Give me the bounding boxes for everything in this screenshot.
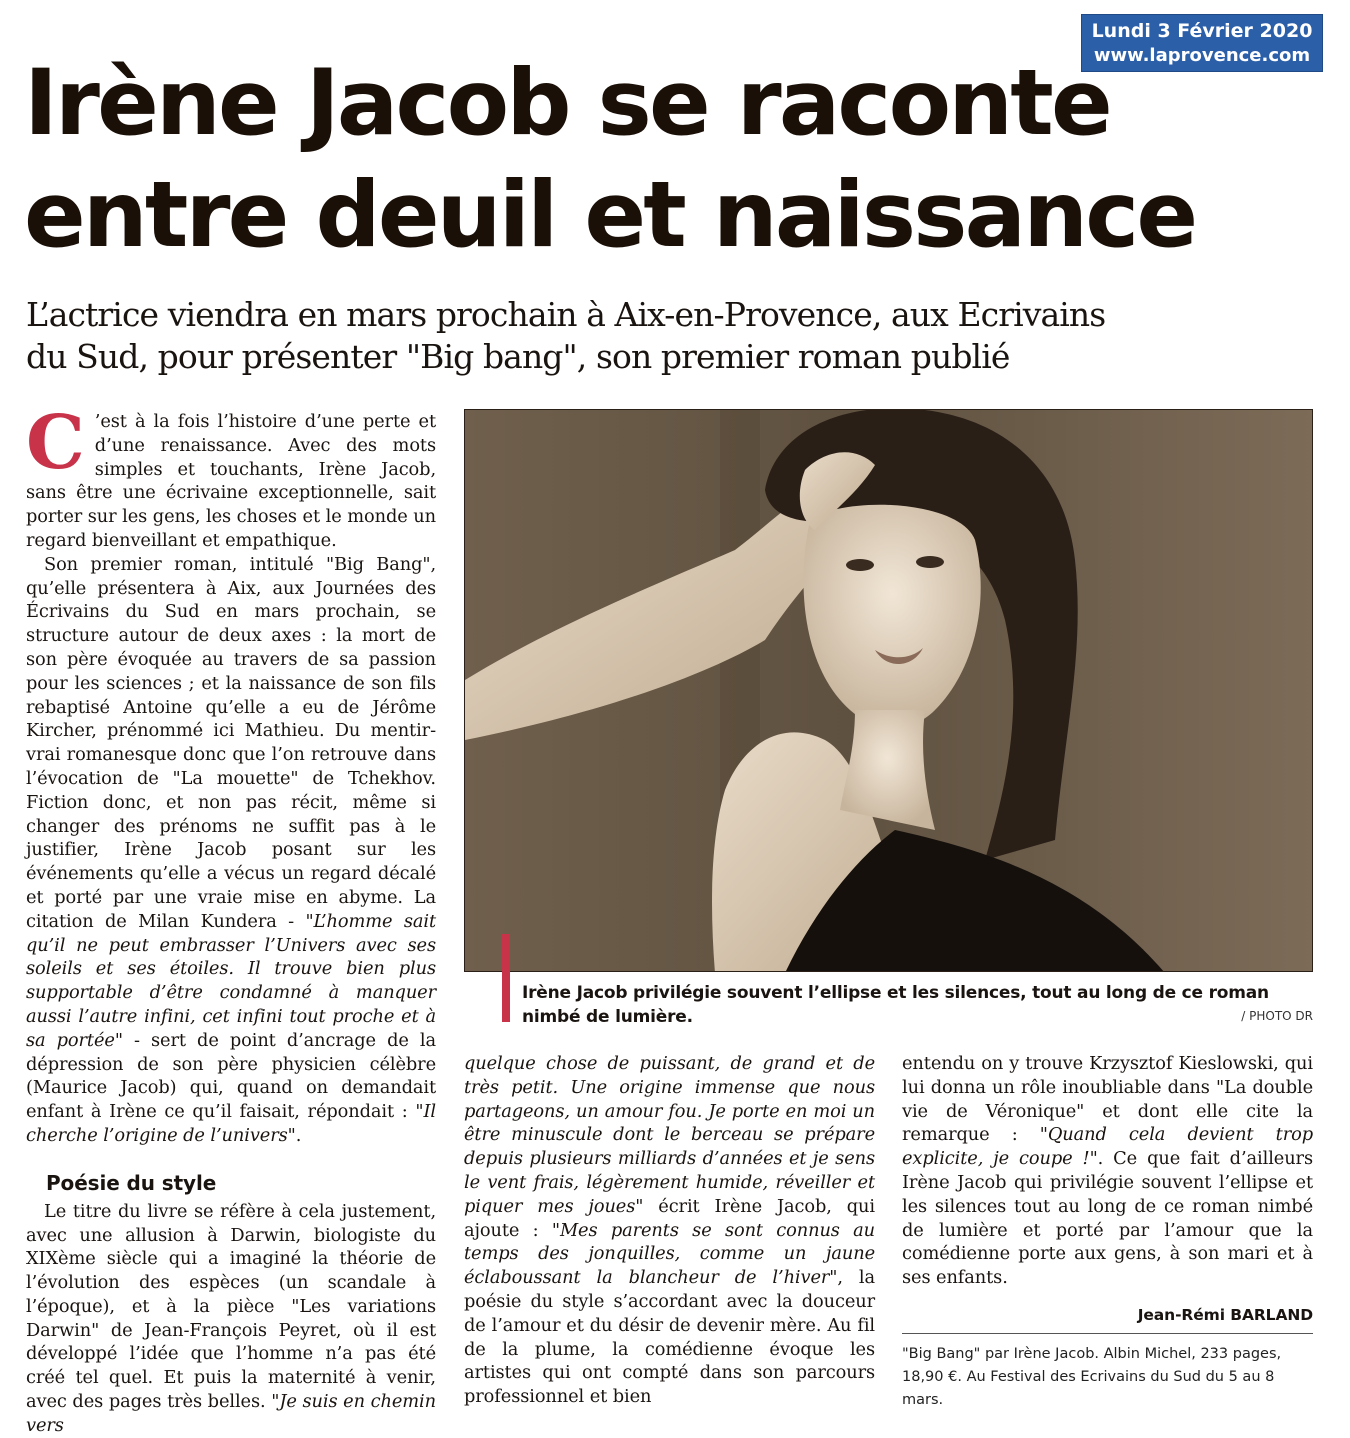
- kieslowski-quote: Quand cela devient trop explicite, je coupe !: [902, 1124, 1313, 1170]
- kundera-quote: L’homme sait qu’il ne peut embrasser l’Univers avec ses soleils et ses étoiles. Il trouve bien plus supportable d’être condamné à manquer aussi l’autre infini, cet infini tout proche et à sa portée: [26, 910, 436, 1051]
- book-note: "Big Bang" par Irène Jacob. Albin Michel, 233 pages, 18,90 €. Au Festival des Ecrivains du Sud du 5 au 8 mars.: [902, 1346, 1282, 1408]
- author-signature: Jean-Rémi BARLAND: [1137, 1305, 1313, 1324]
- article-paragraph-3: Le titre du livre se réfère à cela justement, avec une allusion à Darwin, biologiste du XIXème siècle qui a imaginé la théorie de l’évolution des espèces (un scandale à l’époque), et à la pièce "Les variations Darwin" de Jean-François Peyret, où il est développé l’idée que l’homme n’a pas été créé tel quel. Et puis la maternité à venir, avec des pages très belles. "Je suis en chemin vers: [26, 1200, 436, 1436]
- section-heading: Poésie du style: [46, 1170, 217, 1195]
- headline-line-1: Irène Jacob se raconte: [24, 51, 1110, 156]
- subheadline: [26, 294, 1326, 378]
- article-paragraph-2: Son premier roman, intitulé "Big Bang", qu’elle présentera à Aix, aux Journées des Écrivains du Sud en mars prochain, se structure autour de deux axes : la mort de son père évoquée au travers de sa passion pour les sciences ; et la naissance de son fils rebaptisé Antoine qu’elle a eu de Jérôme Kircher, prénommé ici Mathieu. Du mentir-vrai romanesque donc que l’on retrouve dans l’évocation de "La mouette" de Tchekhov. Fiction donc, et non pas récit, même si changer des prénoms ne suffit pas à le justifier, Irène Jacob posant sur les événements qu’elle a vécus un regard décalé et porté par une vraie mise en abyme. La citation de Milan Kundera - "L’homme sait qu’il ne peut embrasser l’Univers avec ses soleils et ses étoiles. Il trouve bien plus supportable d’être condamné à manquer aussi l’autre infini, cet infini tout proche et à sa portée" - sert de point d’ancrage de la dépression de son père physicien célèbre (Maurice Jacob) qui, quand on demandait enfant à Irène ce qu’il faisait, répondait : "Il cherche l’origine de l’univers".: [26, 553, 436, 1146]
- photo-credit: / PHOTO DR: [1241, 1009, 1313, 1023]
- book-quote-2: Mes parents se sont connus au temps des jonquilles, comme un jaune éclaboussant la blancheur de l’hiver: [464, 1219, 875, 1289]
- article-column-1: [26, 400, 436, 1438]
- photo-caption: Irène Jacob privilégie souvent l’ellipse et les silences, tout au long de ce roman nimbé de lumière.: [522, 983, 1269, 1027]
- headline: [24, 48, 1324, 272]
- book-quote-1-continued: quelque chose de puissant, de grand et de très petit. Une origine immense que nous partageons, un amour fou. Je porte en moi un être minuscule dont le berceau se prépare depuis plusieurs milliards d’années et je sens le vent frais, légèrement humide, réveiller et piquer mes joues: [464, 1053, 875, 1217]
- subheadline-line-2: du Sud, pour présenter "Big bang", son premier roman publié: [26, 337, 1010, 376]
- portrait-illustration: [465, 410, 1313, 972]
- drop-cap: C: [26, 400, 85, 486]
- caption-accent-bar: [502, 934, 510, 1022]
- book-note-divider: [902, 1333, 1313, 1334]
- article-paragraph-1: C ’est à la fois l’histoire d’une perte et d’une renaissance. Avec des mots simples et touchants, Irène Jacob, sans être une écrivaine exceptionnelle, sait porter sur les gens, les choses et le monde un regard bienveillant et empathique.: [26, 400, 436, 551]
- portrait-photo: [464, 409, 1313, 972]
- publication-date: Lundi 3 Février 2020: [1091, 20, 1313, 42]
- site-url[interactable]: www.laprovence.com: [1093, 45, 1311, 66]
- article-paragraph-4: entendu on y trouve Krzysztof Kieslowski, qui lui donna un rôle inoubliable dans "La double vie de Véronique" et dont elle cite la remarque : "Quand cela devient trop explicite, je coupe !". Ce que fait d’ailleurs Irène Jacob qui privilégie souvent l’ellipse et les silences tout au long de ce roman nimbé de lumière et porté par l’amour que la comédienne porte aux gens, à son mari et à ses enfants.: [902, 1053, 1313, 1289]
- father-quote: Il cherche l’origine de l’univers: [26, 1101, 436, 1146]
- book-quote-1: Je suis en chemin vers: [26, 1391, 436, 1436]
- article-column-2: [464, 1052, 875, 1409]
- article-paragraph-3-continued: quelque chose de puissant, de grand et de très petit. Une origine immense que nous partageons, un amour fou. Je porte en moi un être minuscule dont le berceau se prépare depuis plusieurs milliards d’années et je sens le vent frais, légèrement humide, réveiller et piquer mes joues" écrit Irène Jacob, qui ajoute : "Mes parents se sont connus au temps des jonquilles, comme un jaune éclaboussant la blancheur de l’hiver", la poésie du style s’accordant avec la douceur de l’amour et du désir de devenir mère. Au fil de la plume, la comédienne évoque les artistes qui ont compté dans son parcours professionnel et bien: [464, 1053, 875, 1408]
- headline-line-2: entre deuil et naissance: [24, 163, 1196, 268]
- subheadline-line-1: L’actrice viendra en mars prochain à Aix-en-Provence, aux Ecrivains: [26, 295, 1106, 334]
- article-column-3: [902, 1052, 1313, 1326]
